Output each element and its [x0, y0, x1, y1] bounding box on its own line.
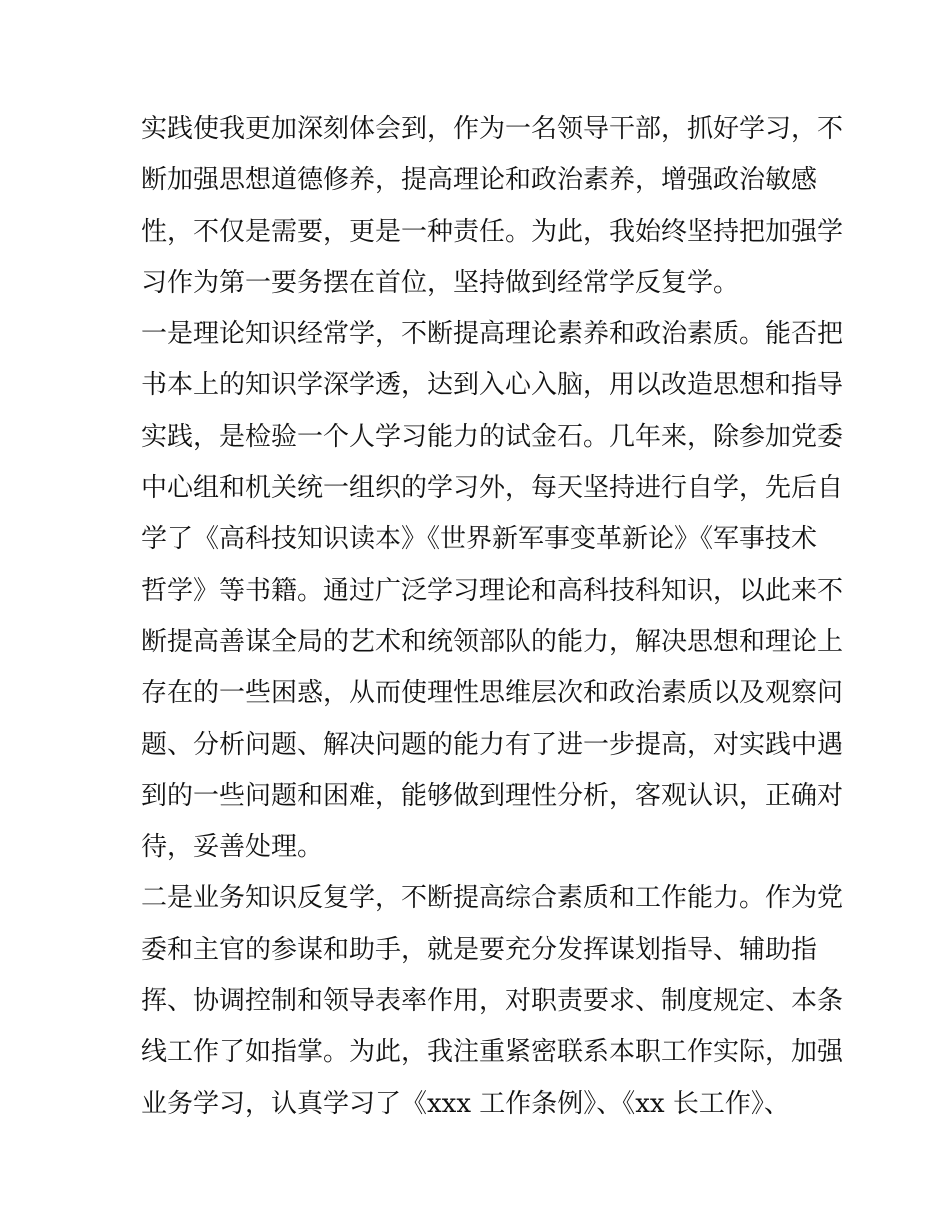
text-line: 待，妥善处理。 — [141, 832, 324, 863]
body-text — [141, 108, 844, 1134]
text-line: 二是业务知识反复学，不断提高综合素质和工作能力。作为党 — [141, 883, 844, 914]
text-line: 哲学》等书籍。通过广泛学习理论和高科技科知识，以此来不 — [141, 575, 844, 606]
text-line: 断提高善谋全局的艺术和统领部队的能力，解决思想和理论上 — [141, 626, 844, 657]
text-line: 实践使我更加深刻体会到，作为一名领导干部，抓好学习，不 — [141, 114, 844, 144]
text-line: 习作为第一要务摆在首位，坚持做到经常学反复学。 — [141, 267, 740, 298]
text-line: 题、分析问题、解决问题的能力有了进一步提高，对实践中遇 — [141, 729, 844, 760]
text-line: 到的一些问题和困难，能够做到理性分析，客观认识，正确对 — [141, 780, 844, 811]
text-line: 线工作了如指掌。为此，我注重紧密联系本职工作实际，加强 — [141, 1037, 844, 1068]
text-line: 委和主官的参谋和助手，就是要充分发挥谋划指导、辅助指 — [141, 934, 818, 965]
text-line: 业务学习，认真学习了《xxx 工作条例》、《xx 长工作》、 — [141, 1088, 790, 1119]
text-line: 存在的一些困惑，从而使理性思维层次和政治素质以及观察问 — [141, 678, 844, 709]
text-line: 性，不仅是需要，更是一种责任。为此，我始终坚持把加强学 — [141, 216, 844, 247]
text-line: 实践，是检验一个人学习能力的试金石。几年来，除参加党委 — [141, 421, 844, 452]
text-line: 中心组和机关统一组织的学习外，每天坚持进行自学，先后自 — [141, 473, 844, 504]
text-line: 学了《高科技知识读本》《世界新军事变革新论》《军事技术 — [141, 524, 818, 555]
text-line: 挥、协调控制和领导表率作用，对职责要求、制度规定、本条 — [141, 986, 844, 1017]
text-line: 断加强思想道德修养，提高理论和政治素养，增强政治敏感 — [141, 165, 818, 196]
text-line: 书本上的知识学深学透，达到入心入脑，用以改造思想和指导 — [141, 370, 844, 401]
text-line: 一是理论知识经常学，不断提高理论素养和政治素质。能否把 — [141, 319, 844, 350]
